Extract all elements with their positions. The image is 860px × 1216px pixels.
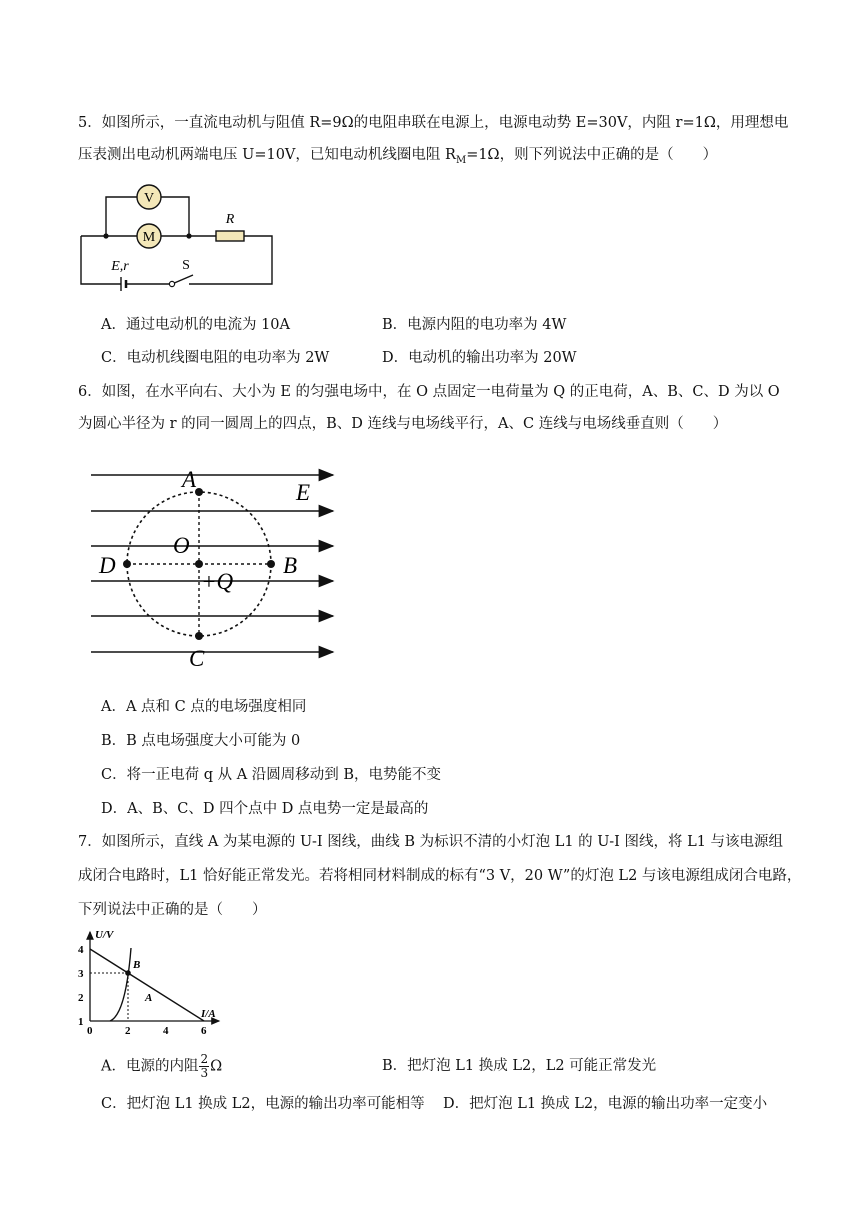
q7-xtick-2: 2 <box>125 1025 131 1037</box>
q7-ui-graph <box>74 926 234 1038</box>
q5-stem-line2-text: 压表测出电动机两端电压 U=10V，已知电动机线圈电阻 R <box>78 147 456 163</box>
q7-option-a[interactable] <box>101 1053 222 1080</box>
q7-stem-line3: 下列说法中正确的是（ ） <box>78 902 267 918</box>
q7-option-a-unit: Ω <box>210 1058 223 1075</box>
q6-charge-q: +Q <box>201 569 234 594</box>
q5-stem-line2-tail: =1Ω，则下列说法中正确的是（ ） <box>466 147 718 163</box>
q7-line-a-label: A <box>145 992 153 1004</box>
q5-stem-line1: 5．如图所示，一直流电动机与阻值 R=9Ω的电阻串联在电源上，电源电动势 E=30V，内阻 r=1Ω，用理想电 <box>78 115 789 131</box>
q7-stem-line1: 7．如图所示，直线 A 为某电源的 U-I 图线，曲线 B 为标识不清的小灯泡 L1 的 U-I 图线，将 L1 与该电源组 <box>78 834 784 850</box>
q7-xtick-6: 6 <box>201 1025 207 1037</box>
q6-field-diagram <box>85 460 345 670</box>
q7-ylabel: U/V <box>95 929 114 941</box>
q7-stem-line2: 成闭合电路时，L1 恰好能正常发光。若将相同材料制成的标有“3 V，20 W”的灯泡 L2 与该电源组成闭合电路， <box>78 868 802 884</box>
q7-curve-b-label: B <box>133 959 141 971</box>
q5-option-b[interactable]: B．电源内阻的电功率为 4W <box>382 317 567 333</box>
q6-option-d[interactable]: D．A、B、C、D 四个点中 D 点电势一定是最高的 <box>101 801 429 817</box>
q5-source-label: E,r <box>111 259 129 274</box>
q6-option-c[interactable]: C．将一正电荷 q 从 A 沿圆周移动到 B，电势能不变 <box>101 767 442 783</box>
q6-point-o: O <box>173 533 190 558</box>
q5-circuit-diagram <box>70 180 290 300</box>
q5-resistor-label: R <box>225 212 235 227</box>
q5-motor-label: M <box>142 230 156 245</box>
q7-xlabel: I/A <box>201 1008 216 1020</box>
q5-stem-line2 <box>78 145 717 171</box>
q7-xtick-0: 0 <box>87 1025 93 1037</box>
q6-point-a: A <box>182 467 197 492</box>
q5-option-c[interactable]: C．电动机线圈电阻的电功率为 2W <box>101 350 330 366</box>
q7-option-a-text: A．电源的内阻 <box>101 1058 199 1075</box>
q5-option-a[interactable]: A．通过电动机的电流为 10A <box>101 317 291 333</box>
q5-switch-label: S <box>182 258 190 273</box>
q6-option-a[interactable]: A．A 点和 C 点的电场强度相同 <box>101 699 307 715</box>
q6-field-e: E <box>296 480 311 505</box>
q7-ytick-3: 3 <box>78 968 84 980</box>
q7-ytick-2: 2 <box>78 992 84 1004</box>
q7-option-b[interactable]: B．把灯泡 L1 换成 L2，L2 可能正常发光 <box>382 1058 657 1074</box>
q7-ytick-1: 1 <box>78 1016 84 1028</box>
q6-stem-line1: 6．如图，在水平向右、大小为 E 的匀强电场中，在 O 点固定一电荷量为 Q 的正电荷，A、B、C、D 为以 O <box>78 384 780 400</box>
q6-option-b[interactable]: B．B 点电场强度大小可能为 0 <box>101 733 301 749</box>
q7-option-d[interactable]: D．把灯泡 L1 换成 L2，电源的输出功率一定变小 <box>443 1096 768 1112</box>
q5-rm-subscript: M <box>455 154 467 166</box>
q6-stem-line2: 为圆心半径为 r 的同一圆周上的四点，B、D 连线与电场线平行，A、C 连线与电场线垂直则（ ） <box>78 416 728 432</box>
q6-point-c: C <box>189 646 205 670</box>
q6-point-b: B <box>283 553 298 578</box>
q6-point-d: D <box>99 553 116 578</box>
q7-fraction-numerator: 2 <box>200 1052 209 1066</box>
q7-fraction-denominator: 3 <box>200 1066 209 1080</box>
q7-xtick-4: 4 <box>163 1025 169 1037</box>
q7-option-c[interactable]: C．把灯泡 L1 换成 L2，电源的输出功率可能相等 <box>101 1096 425 1112</box>
q7-option-a-fraction <box>199 1053 209 1080</box>
q5-option-d[interactable]: D．电动机的输出功率为 20W <box>382 350 577 366</box>
q5-voltmeter-label: V <box>143 191 155 206</box>
q7-ytick-4: 4 <box>78 944 84 956</box>
